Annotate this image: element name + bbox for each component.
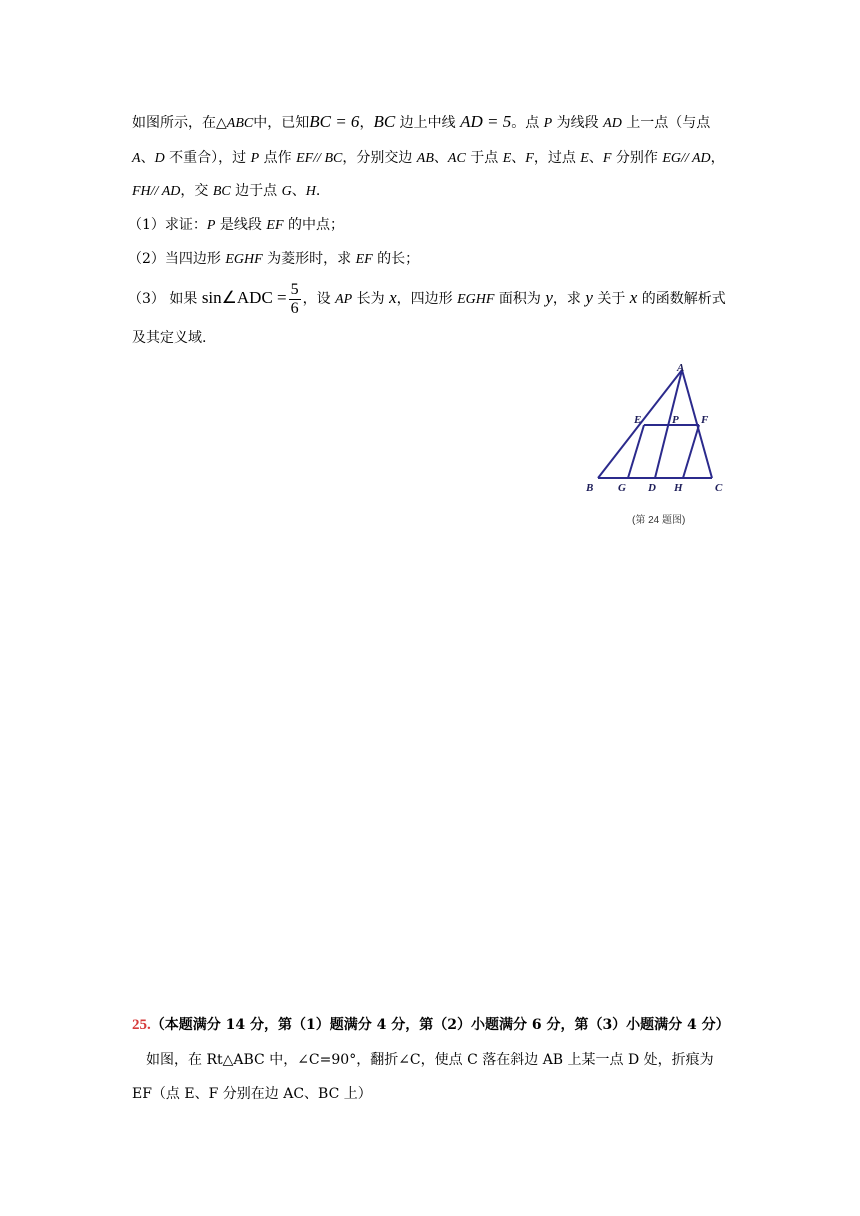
p24-question-2: （2）当四边形 EGHF 为菱形时，求 EF 的长； — [128, 251, 420, 267]
p24-question-3: （3） 如果 sin∠ADC = $\frac{5}{6}$ ，设 AP 长为 x，四边形 EGHF 面积为 y，求 y 关于 x 的函数解析式 — [128, 280, 726, 317]
p25-line-2: EF（点 E、F 分别在边 AC、BC 上） — [132, 1086, 372, 1102]
label-d: D — [648, 482, 656, 494]
figure-lines — [598, 370, 712, 478]
label-g: G — [618, 482, 626, 494]
p24-question-1: （1）求证：P 是线段 EF 的中点； — [128, 217, 344, 233]
p24-question-3-line-2: 及其定义域. — [132, 330, 207, 346]
figure-caption: (第 24 题图) — [632, 515, 686, 526]
p25-number: 25. — [132, 1017, 151, 1033]
label-b: B — [586, 482, 594, 494]
p24-line-1: 如图所示，在△ABC中，已知BC = 6，BC 边上中线 AD = 5。点 P 为线段 AD 上一点（与点 — [132, 112, 711, 131]
p25-header: 25.（本题满分 14 分，第（1）题满分 4 分，第（2）小题满分 6 分，第（3）小题满分 4 分） — [132, 1017, 730, 1033]
triangle-figure — [582, 360, 732, 500]
fraction-5-6: $\frac{5}{6}$ — [290, 280, 299, 317]
label-p: P — [672, 414, 679, 426]
segment-fh — [683, 425, 699, 478]
label-f: F — [701, 414, 709, 426]
label-h: H — [674, 482, 683, 494]
label-c: C — [715, 482, 723, 494]
p24-line-2: A、D 不重合），过 P 点作 EF// BC，分别交边 AB、AC 于点 E、F，过点 E、F 分别作 EG// AD， — [132, 150, 725, 166]
label-e: E — [634, 414, 642, 426]
p24-line-3: FH// AD，交 BC 边于点 G、H. — [132, 183, 321, 199]
p25-line-1: 如图，在 Rt△ABC 中，∠C=90°，翻折∠C，使点 C 落在斜边 AB 上某一点 D 处，折痕为 — [146, 1052, 714, 1068]
segment-eg — [628, 425, 644, 478]
label-a: A — [677, 362, 685, 374]
